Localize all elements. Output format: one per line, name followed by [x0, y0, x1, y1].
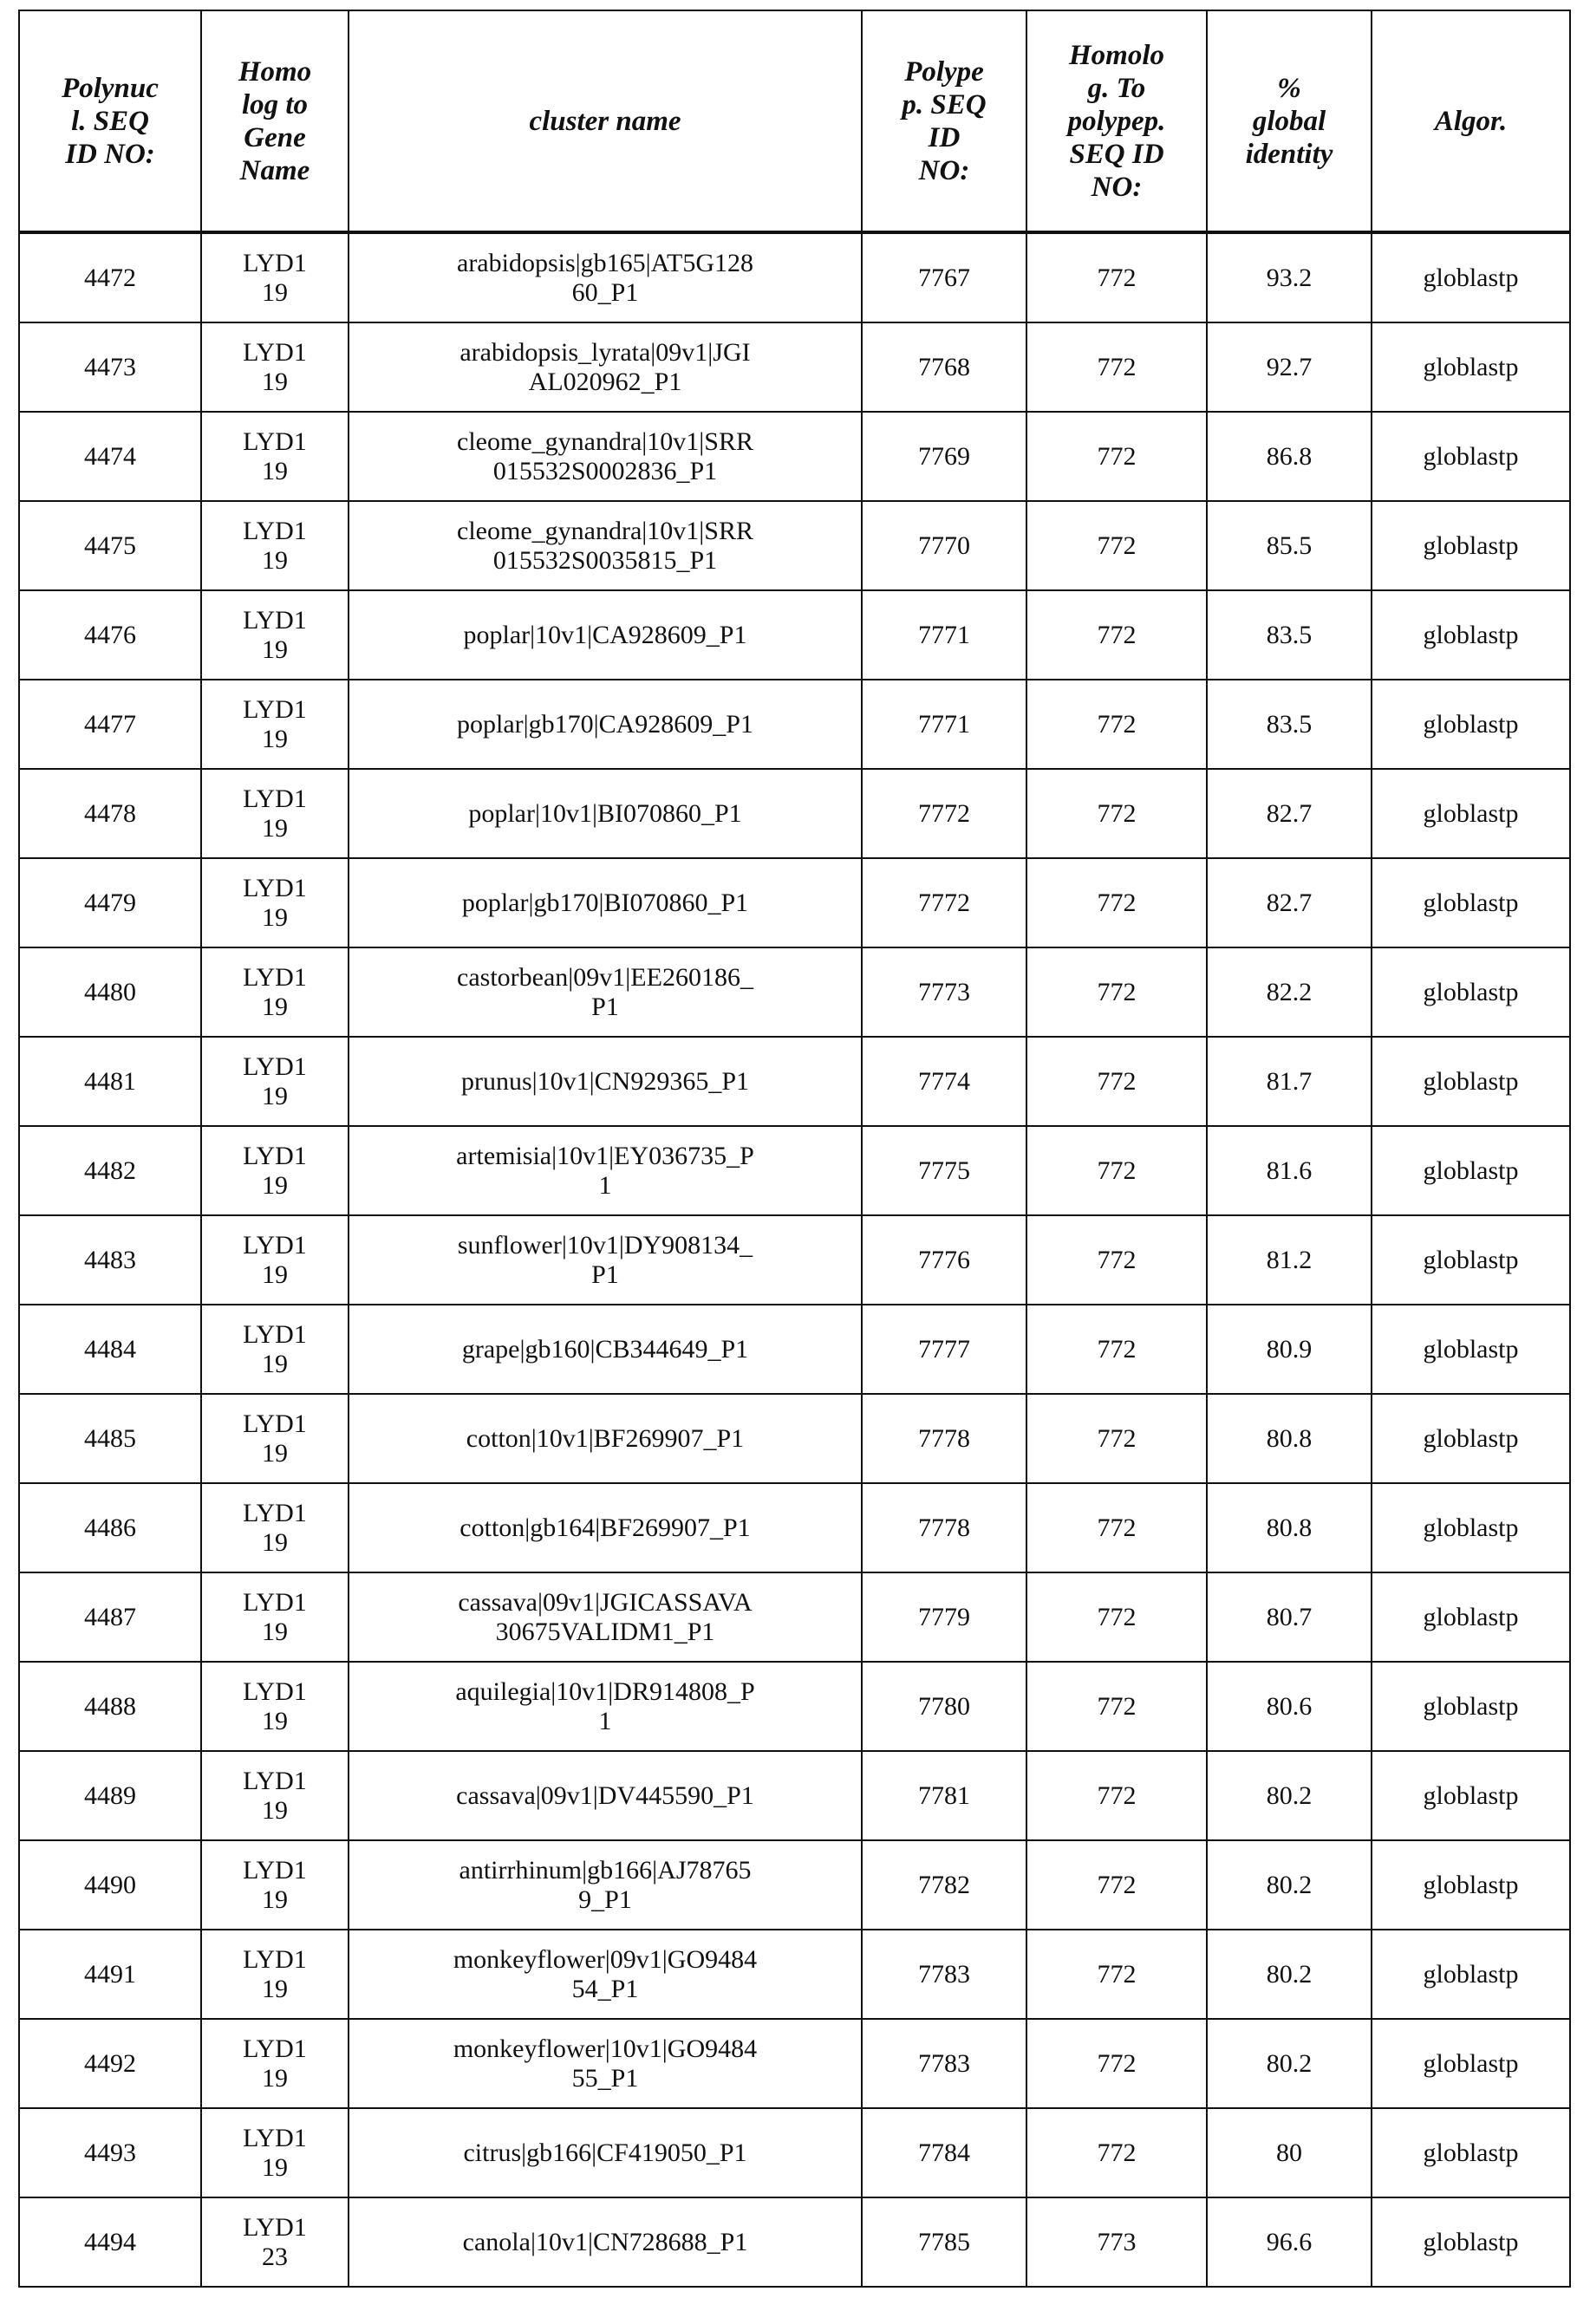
- cell-homolog-gene-name: LYD1 19: [201, 1930, 349, 2019]
- cell-homolog-gene-name: LYD1 23: [201, 2197, 349, 2287]
- cell-homolog-polypeptide-seq-id: 772: [1026, 1305, 1207, 1394]
- cell-polypeptide-seq-id: 7775: [862, 1126, 1026, 1215]
- cell-polynucleotide-seq-id: 4485: [19, 1394, 201, 1483]
- table-row: [19, 1483, 1570, 1572]
- cell-homolog-gene-name: LYD1 19: [201, 232, 349, 322]
- table-row: [19, 2019, 1570, 2108]
- cell-algorithm: globlastp: [1372, 2019, 1570, 2108]
- cell-polynucleotide-seq-id: 4488: [19, 1662, 201, 1751]
- cell-cluster-name: castorbean|09v1|EE260186_ P1: [349, 947, 862, 1037]
- cell-polypeptide-seq-id: 7770: [862, 501, 1026, 590]
- cell-algorithm: globlastp: [1372, 2108, 1570, 2197]
- cell-algorithm: globlastp: [1372, 1662, 1570, 1751]
- cell-global-identity: 80.6: [1207, 1662, 1372, 1751]
- cell-polynucleotide-seq-id: 4482: [19, 1126, 201, 1215]
- cell-global-identity: 80.9: [1207, 1305, 1372, 1394]
- cell-cluster-name: monkeyflower|09v1|GO9484 54_P1: [349, 1930, 862, 2019]
- cell-polypeptide-seq-id: 7772: [862, 769, 1026, 858]
- cell-algorithm: globlastp: [1372, 412, 1570, 501]
- header-global-identity: % global identity: [1207, 10, 1372, 232]
- cell-cluster-name: sunflower|10v1|DY908134_ P1: [349, 1215, 862, 1305]
- cell-homolog-polypeptide-seq-id: 772: [1026, 1126, 1207, 1215]
- cell-polynucleotide-seq-id: 4472: [19, 232, 201, 322]
- cell-cluster-name: cleome_gynandra|10v1|SRR 015532S0002836_P1: [349, 412, 862, 501]
- table-row: [19, 322, 1570, 412]
- cell-polynucleotide-seq-id: 4491: [19, 1930, 201, 2019]
- cell-homolog-polypeptide-seq-id: 772: [1026, 590, 1207, 680]
- cell-cluster-name: monkeyflower|10v1|GO9484 55_P1: [349, 2019, 862, 2108]
- table-row: [19, 769, 1570, 858]
- cell-algorithm: globlastp: [1372, 1751, 1570, 1840]
- table-row: [19, 1751, 1570, 1840]
- cell-algorithm: globlastp: [1372, 769, 1570, 858]
- table-row: [19, 232, 1570, 322]
- cell-cluster-name: poplar|gb170|CA928609_P1: [349, 680, 862, 769]
- cell-polynucleotide-seq-id: 4494: [19, 2197, 201, 2287]
- cell-polynucleotide-seq-id: 4473: [19, 322, 201, 412]
- cell-homolog-polypeptide-seq-id: 772: [1026, 1751, 1207, 1840]
- table-row: [19, 858, 1570, 947]
- cell-homolog-gene-name: LYD1 19: [201, 322, 349, 412]
- cell-homolog-gene-name: LYD1 19: [201, 1662, 349, 1751]
- cell-algorithm: globlastp: [1372, 501, 1570, 590]
- cell-homolog-polypeptide-seq-id: 772: [1026, 1662, 1207, 1751]
- cell-polypeptide-seq-id: 7777: [862, 1305, 1026, 1394]
- cell-global-identity: 93.2: [1207, 232, 1372, 322]
- cell-global-identity: 80: [1207, 2108, 1372, 2197]
- cell-cluster-name: cotton|10v1|BF269907_P1: [349, 1394, 862, 1483]
- cell-polynucleotide-seq-id: 4493: [19, 2108, 201, 2197]
- cell-polynucleotide-seq-id: 4490: [19, 1840, 201, 1930]
- cell-global-identity: 82.7: [1207, 858, 1372, 947]
- cell-algorithm: globlastp: [1372, 858, 1570, 947]
- cell-algorithm: globlastp: [1372, 1394, 1570, 1483]
- table-row: [19, 1037, 1570, 1126]
- header-polypeptide-seq-id: Polype p. SEQ ID NO:: [862, 10, 1026, 232]
- cell-homolog-polypeptide-seq-id: 772: [1026, 769, 1207, 858]
- cell-homolog-polypeptide-seq-id: 772: [1026, 501, 1207, 590]
- cell-polypeptide-seq-id: 7768: [862, 322, 1026, 412]
- cell-homolog-gene-name: LYD1 19: [201, 1572, 349, 1662]
- cell-cluster-name: poplar|10v1|CA928609_P1: [349, 590, 862, 680]
- cell-homolog-gene-name: LYD1 19: [201, 1483, 349, 1572]
- cell-algorithm: globlastp: [1372, 1305, 1570, 1394]
- cell-polynucleotide-seq-id: 4486: [19, 1483, 201, 1572]
- cell-global-identity: 86.8: [1207, 412, 1372, 501]
- cell-homolog-gene-name: LYD1 19: [201, 1840, 349, 1930]
- table-row: [19, 1930, 1570, 2019]
- cell-global-identity: 81.2: [1207, 1215, 1372, 1305]
- cell-polypeptide-seq-id: 7771: [862, 680, 1026, 769]
- cell-homolog-polypeptide-seq-id: 772: [1026, 1037, 1207, 1126]
- cell-global-identity: 85.5: [1207, 501, 1372, 590]
- cell-polypeptide-seq-id: 7771: [862, 590, 1026, 680]
- cell-cluster-name: aquilegia|10v1|DR914808_P 1: [349, 1662, 862, 1751]
- cell-homolog-gene-name: LYD1 19: [201, 2019, 349, 2108]
- table-row: [19, 1572, 1570, 1662]
- cell-polypeptide-seq-id: 7772: [862, 858, 1026, 947]
- cell-algorithm: globlastp: [1372, 1840, 1570, 1930]
- cell-global-identity: 80.8: [1207, 1394, 1372, 1483]
- cell-polypeptide-seq-id: 7767: [862, 232, 1026, 322]
- cell-polynucleotide-seq-id: 4484: [19, 1305, 201, 1394]
- table-row: [19, 1840, 1570, 1930]
- cell-homolog-polypeptide-seq-id: 772: [1026, 1930, 1207, 2019]
- cell-homolog-gene-name: LYD1 19: [201, 501, 349, 590]
- cell-algorithm: globlastp: [1372, 2197, 1570, 2287]
- cell-global-identity: 83.5: [1207, 590, 1372, 680]
- cell-cluster-name: poplar|10v1|BI070860_P1: [349, 769, 862, 858]
- cell-homolog-polypeptide-seq-id: 772: [1026, 2108, 1207, 2197]
- cell-homolog-gene-name: LYD1 19: [201, 858, 349, 947]
- cell-cluster-name: cassava|09v1|JGICASSAVA 30675VALIDM1_P1: [349, 1572, 862, 1662]
- cell-global-identity: 81.7: [1207, 1037, 1372, 1126]
- cell-polypeptide-seq-id: 7781: [862, 1751, 1026, 1840]
- cell-homolog-gene-name: LYD1 19: [201, 947, 349, 1037]
- table-row: [19, 2197, 1570, 2287]
- cell-algorithm: globlastp: [1372, 1037, 1570, 1126]
- cell-homolog-polypeptide-seq-id: 772: [1026, 680, 1207, 769]
- cell-global-identity: 92.7: [1207, 322, 1372, 412]
- cell-homolog-gene-name: LYD1 19: [201, 590, 349, 680]
- cell-polypeptide-seq-id: 7769: [862, 412, 1026, 501]
- cell-algorithm: globlastp: [1372, 232, 1570, 322]
- cell-algorithm: globlastp: [1372, 1126, 1570, 1215]
- cell-polynucleotide-seq-id: 4487: [19, 1572, 201, 1662]
- cell-homolog-polypeptide-seq-id: 772: [1026, 1483, 1207, 1572]
- cell-polynucleotide-seq-id: 4481: [19, 1037, 201, 1126]
- cell-algorithm: globlastp: [1372, 1572, 1570, 1662]
- cell-cluster-name: citrus|gb166|CF419050_P1: [349, 2108, 862, 2197]
- cell-homolog-polypeptide-seq-id: 772: [1026, 1215, 1207, 1305]
- cell-cluster-name: prunus|10v1|CN929365_P1: [349, 1037, 862, 1126]
- cell-polypeptide-seq-id: 7782: [862, 1840, 1026, 1930]
- header-row: [19, 10, 1570, 232]
- header-homolog-gene-name: Homo log to Gene Name: [201, 10, 349, 232]
- cell-polypeptide-seq-id: 7783: [862, 2019, 1026, 2108]
- cell-global-identity: 82.2: [1207, 947, 1372, 1037]
- cell-polypeptide-seq-id: 7778: [862, 1483, 1026, 1572]
- cell-homolog-gene-name: LYD1 19: [201, 1394, 349, 1483]
- cell-polypeptide-seq-id: 7778: [862, 1394, 1026, 1483]
- cell-global-identity: 80.2: [1207, 1840, 1372, 1930]
- cell-homolog-polypeptide-seq-id: 772: [1026, 232, 1207, 322]
- cell-cluster-name: cassava|09v1|DV445590_P1: [349, 1751, 862, 1840]
- cell-homolog-polypeptide-seq-id: 772: [1026, 412, 1207, 501]
- cell-cluster-name: arabidopsis|gb165|AT5G128 60_P1: [349, 232, 862, 322]
- cell-polynucleotide-seq-id: 4479: [19, 858, 201, 947]
- cell-global-identity: 80.2: [1207, 1930, 1372, 2019]
- cell-cluster-name: arabidopsis_lyrata|09v1|JGI AL020962_P1: [349, 322, 862, 412]
- cell-cluster-name: poplar|gb170|BI070860_P1: [349, 858, 862, 947]
- cell-global-identity: 80.2: [1207, 1751, 1372, 1840]
- cell-algorithm: globlastp: [1372, 1483, 1570, 1572]
- cell-homolog-gene-name: LYD1 19: [201, 769, 349, 858]
- cell-homolog-gene-name: LYD1 19: [201, 1037, 349, 1126]
- header-cluster-name: cluster name: [349, 10, 862, 232]
- cell-homolog-polypeptide-seq-id: 772: [1026, 2019, 1207, 2108]
- cell-homolog-gene-name: LYD1 19: [201, 1215, 349, 1305]
- cell-cluster-name: cleome_gynandra|10v1|SRR 015532S0035815_P1: [349, 501, 862, 590]
- cell-polynucleotide-seq-id: 4476: [19, 590, 201, 680]
- cell-polypeptide-seq-id: 7773: [862, 947, 1026, 1037]
- table-row: [19, 1126, 1570, 1215]
- cell-cluster-name: antirrhinum|gb166|AJ78765 9_P1: [349, 1840, 862, 1930]
- cell-homolog-polypeptide-seq-id: 773: [1026, 2197, 1207, 2287]
- cell-algorithm: globlastp: [1372, 322, 1570, 412]
- cell-homolog-gene-name: LYD1 19: [201, 1305, 349, 1394]
- cell-algorithm: globlastp: [1372, 1930, 1570, 2019]
- cell-cluster-name: canola|10v1|CN728688_P1: [349, 2197, 862, 2287]
- cell-polynucleotide-seq-id: 4480: [19, 947, 201, 1037]
- cell-global-identity: 96.6: [1207, 2197, 1372, 2287]
- header-polynucleotide-seq-id: Polynuc l. SEQ ID NO:: [19, 10, 201, 232]
- table-row: [19, 680, 1570, 769]
- cell-homolog-polypeptide-seq-id: 772: [1026, 858, 1207, 947]
- cell-homolog-polypeptide-seq-id: 772: [1026, 1840, 1207, 1930]
- cell-global-identity: 82.7: [1207, 769, 1372, 858]
- cell-polynucleotide-seq-id: 4478: [19, 769, 201, 858]
- cell-polynucleotide-seq-id: 4489: [19, 1751, 201, 1840]
- cell-homolog-polypeptide-seq-id: 772: [1026, 322, 1207, 412]
- cell-cluster-name: grape|gb160|CB344649_P1: [349, 1305, 862, 1394]
- table-row: [19, 1215, 1570, 1305]
- table-row: [19, 1394, 1570, 1483]
- table-row: [19, 1305, 1570, 1394]
- cell-homolog-polypeptide-seq-id: 772: [1026, 1394, 1207, 1483]
- table-row: [19, 590, 1570, 680]
- cell-homolog-polypeptide-seq-id: 772: [1026, 947, 1207, 1037]
- cell-cluster-name: cotton|gb164|BF269907_P1: [349, 1483, 862, 1572]
- cell-global-identity: 80.2: [1207, 2019, 1372, 2108]
- cell-algorithm: globlastp: [1372, 680, 1570, 769]
- cell-global-identity: 83.5: [1207, 680, 1372, 769]
- cell-global-identity: 80.7: [1207, 1572, 1372, 1662]
- cell-polypeptide-seq-id: 7785: [862, 2197, 1026, 2287]
- cell-algorithm: globlastp: [1372, 590, 1570, 680]
- cell-homolog-gene-name: LYD1 19: [201, 1126, 349, 1215]
- cell-polypeptide-seq-id: 7774: [862, 1037, 1026, 1126]
- cell-polynucleotide-seq-id: 4483: [19, 1215, 201, 1305]
- table-row: [19, 501, 1570, 590]
- table-row: [19, 2108, 1570, 2197]
- cell-global-identity: 80.8: [1207, 1483, 1372, 1572]
- cell-polynucleotide-seq-id: 4475: [19, 501, 201, 590]
- cell-polynucleotide-seq-id: 4492: [19, 2019, 201, 2108]
- homolog-table: [18, 10, 1571, 2288]
- cell-homolog-gene-name: LYD1 19: [201, 680, 349, 769]
- cell-global-identity: 81.6: [1207, 1126, 1372, 1215]
- cell-polypeptide-seq-id: 7784: [862, 2108, 1026, 2197]
- table-row: [19, 412, 1570, 501]
- cell-algorithm: globlastp: [1372, 1215, 1570, 1305]
- cell-polynucleotide-seq-id: 4474: [19, 412, 201, 501]
- cell-homolog-polypeptide-seq-id: 772: [1026, 1572, 1207, 1662]
- cell-cluster-name: artemisia|10v1|EY036735_P 1: [349, 1126, 862, 1215]
- cell-homolog-gene-name: LYD1 19: [201, 1751, 349, 1840]
- cell-algorithm: globlastp: [1372, 947, 1570, 1037]
- cell-polypeptide-seq-id: 7776: [862, 1215, 1026, 1305]
- cell-homolog-gene-name: LYD1 19: [201, 412, 349, 501]
- cell-homolog-gene-name: LYD1 19: [201, 2108, 349, 2197]
- table-row: [19, 947, 1570, 1037]
- cell-polypeptide-seq-id: 7780: [862, 1662, 1026, 1751]
- table-row: [19, 1662, 1570, 1751]
- cell-polypeptide-seq-id: 7779: [862, 1572, 1026, 1662]
- cell-polypeptide-seq-id: 7783: [862, 1930, 1026, 2019]
- header-homolog-polypeptide-seq-id: Homolo g. To polypep. SEQ ID NO:: [1026, 10, 1207, 232]
- header-algorithm: Algor.: [1372, 10, 1570, 232]
- cell-polynucleotide-seq-id: 4477: [19, 680, 201, 769]
